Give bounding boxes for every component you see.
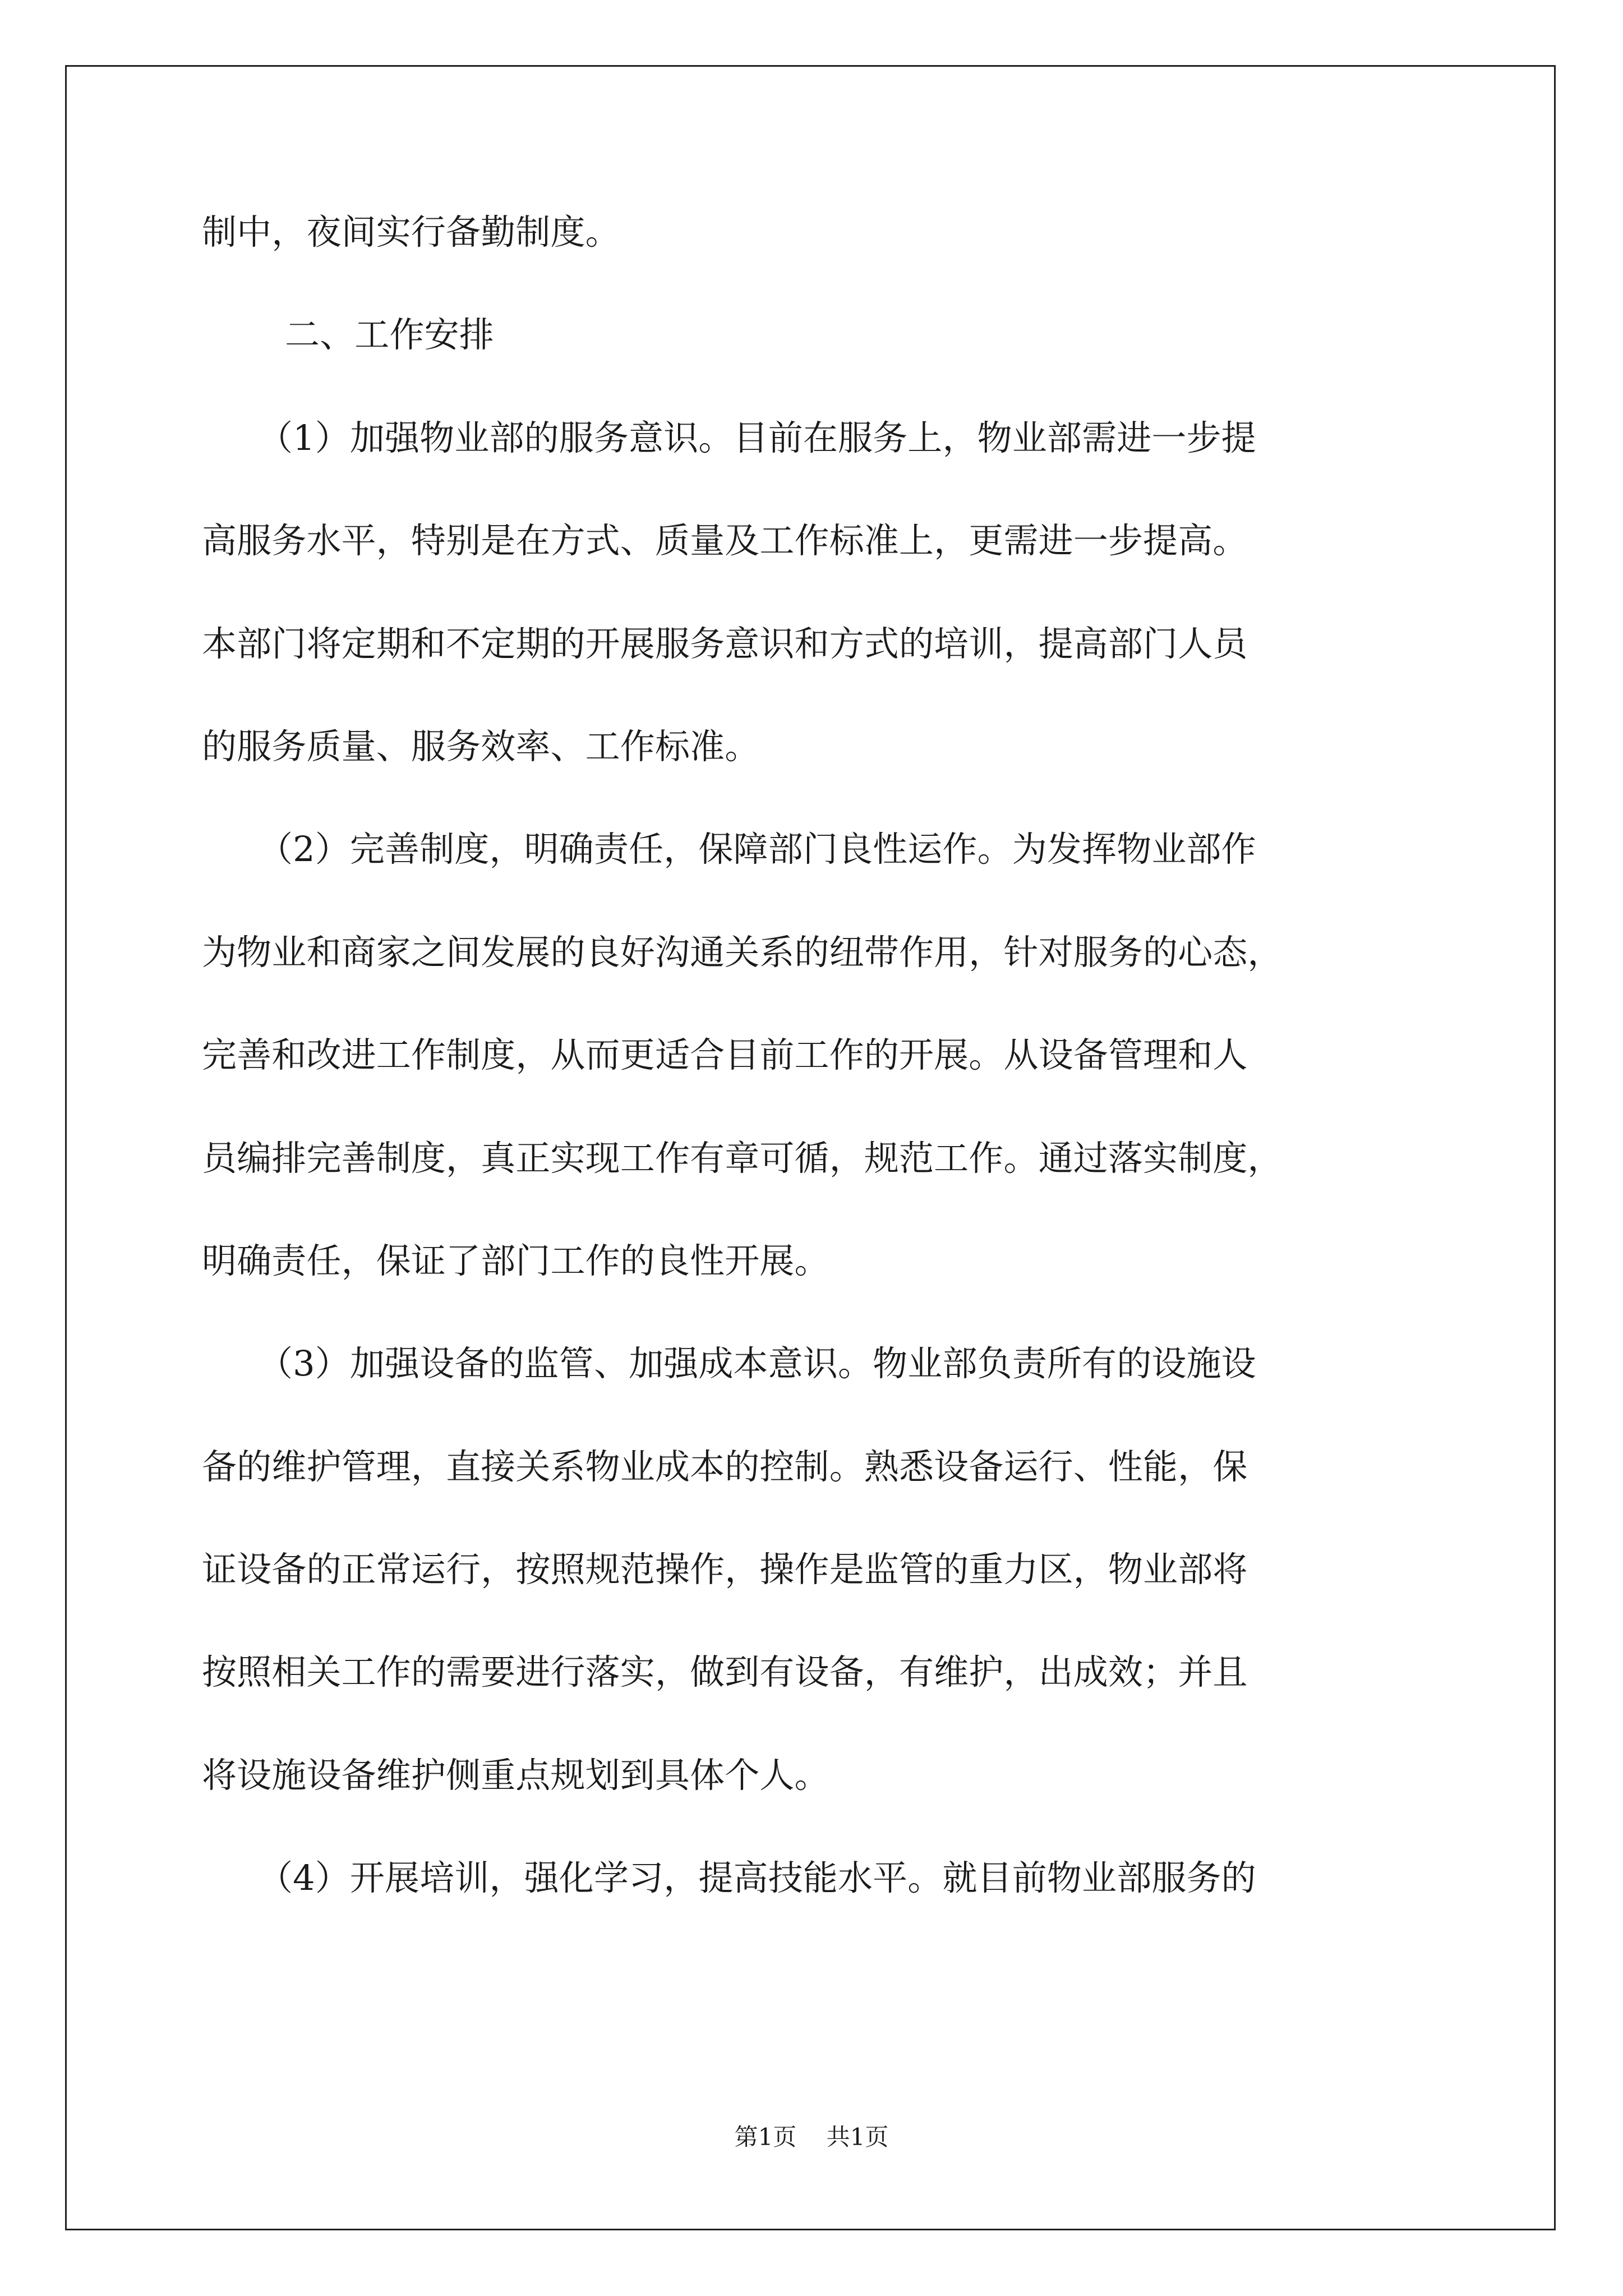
text-line: 制中，夜间实行备勤制度。: [202, 211, 620, 252]
section-heading: 二、工作安排: [285, 314, 494, 356]
paragraph-start: （2）完善制度，明确责任，保障部门良性运作。为发挥物业部作: [258, 829, 1256, 870]
text-line: 将设施设备维护侧重点规划到具体个人。: [202, 1754, 829, 1796]
text-line: 备的维护管理，直接关系物业成本的控制。熟悉设备运行、性能，保: [202, 1446, 1248, 1487]
text-line: 证设备的正常运行，按照规范操作，操作是监管的重力区，物业部将: [202, 1549, 1248, 1590]
page-total: 共1页: [826, 2123, 889, 2151]
text-line: 明确责任，保证了部门工作的良性开展。: [202, 1240, 829, 1281]
paragraph-start: （3）加强设备的监管、加强成本意识。物业部负责所有的设施设: [258, 1343, 1256, 1384]
text-line: 完善和改进工作制度，从而更适合目前工作的开展。从设备管理和人: [202, 1034, 1248, 1076]
page-number: 第1页: [734, 2123, 797, 2151]
paragraph-start: （1）加强物业部的服务意识。目前在服务上，物业部需进一步提: [258, 417, 1256, 458]
page-footer: [0, 2120, 1623, 2154]
text-line: 按照相关工作的需要进行落实，做到有设备，有维护，出成效；并且: [202, 1651, 1248, 1693]
text-line: 的服务质量、服务效率、工作标准。: [202, 725, 760, 767]
document-body: [202, 206, 1458, 1904]
text-line: 员编排完善制度，真正实现工作有章可循，规范工作。通过落实制度，: [202, 1137, 1283, 1179]
text-line: 高服务水平，特别是在方式、质量及工作标准上，更需进一步提高。: [202, 520, 1248, 562]
text-line: 为物业和商家之间发展的良好沟通关系的纽带作用，针对服务的心态，: [202, 931, 1283, 973]
paragraph-start: （4）开展培训，强化学习，提高技能水平。就目前物业部服务的: [258, 1857, 1256, 1899]
text-line: 本部门将定期和不定期的开展服务意识和方式的培训，提高部门人员: [202, 623, 1248, 664]
